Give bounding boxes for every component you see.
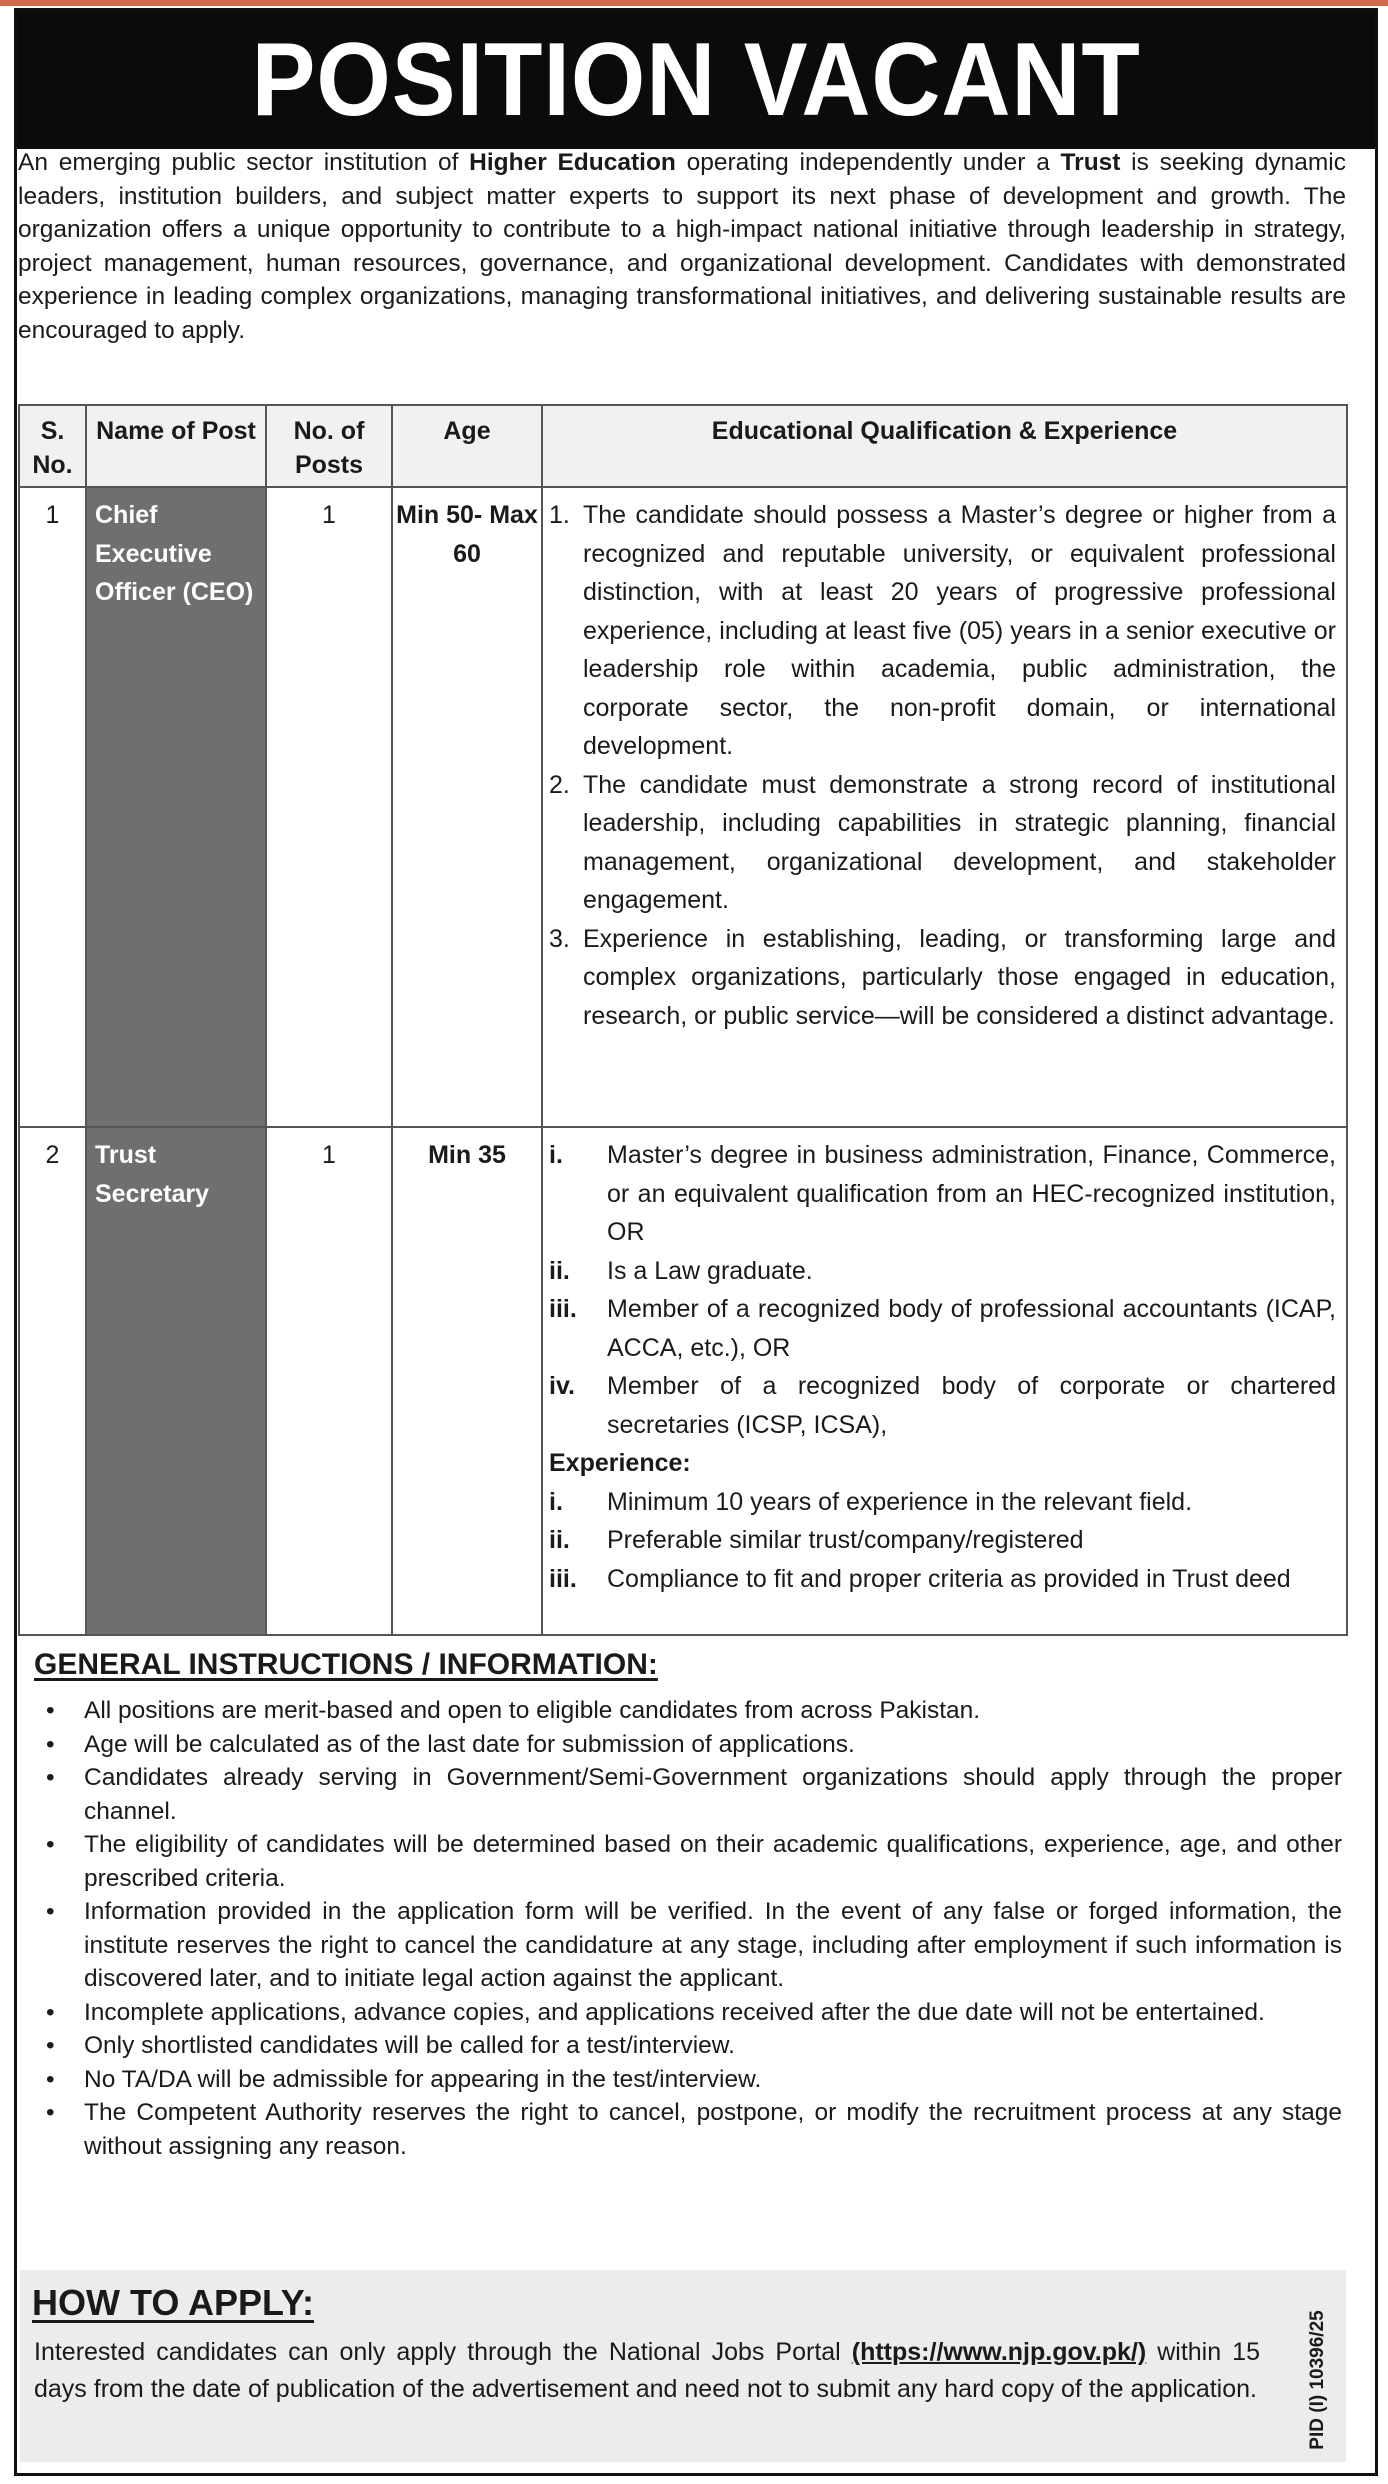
item-text: The candidate must demonstrate a strong record of institutional leadership, including capabilities in strategic planning, financial management, organizational development, and stakeholder engagement. (583, 770, 1336, 914)
list-item (46, 1728, 1342, 1762)
title-banner (17, 11, 1375, 149)
bullet-icon: • (46, 2099, 55, 2126)
bullet-icon: • (46, 1764, 55, 1791)
item-marker: iv. (549, 1372, 575, 1400)
intro-text-2: operating independently under a (675, 149, 1061, 176)
item-marker: ii. (549, 1526, 570, 1554)
apply-text-1: Interested candidates can only apply through the National Jobs Portal (34, 2338, 852, 2366)
list-item (549, 1560, 1336, 1599)
bullet-icon: • (46, 2032, 55, 2059)
list-item (46, 2096, 1342, 2163)
header-age: Age (392, 405, 542, 487)
header-post: Name of Post (86, 405, 266, 487)
item-marker: i. (549, 1487, 563, 1516)
header-qualification: Educational Qualification & Experience (542, 405, 1347, 487)
list-item (46, 1895, 1342, 1996)
how-to-apply-text (34, 2334, 1260, 2408)
table-row (19, 1127, 1347, 1635)
page-title: POSITION VACANT (251, 21, 1141, 138)
bullet-icon: • (46, 1998, 55, 2026)
row-sno: 1 (19, 487, 86, 1127)
list-item (46, 1996, 1342, 2030)
pid-number: PID (I) 10396/25 (1307, 2310, 1328, 2450)
qualification-list (549, 496, 1336, 1035)
instruction-text: No TA/DA will be admissible for appearing in the test/interview. (84, 2065, 762, 2093)
portal-link[interactable]: (https://www.njp.gov.pk/) (851, 2338, 1147, 2366)
instruction-text: The eligibility of candidates will be determined based on their academic qualifications, experience, age, and other prescribed criteria. (84, 1831, 1342, 1892)
row-age: Min 50- Max 60 (392, 487, 542, 1127)
list-item (549, 1290, 1336, 1367)
table-header-row (19, 405, 1347, 487)
header-sno: S. No. (19, 405, 86, 487)
qualification-list (549, 1136, 1336, 1444)
table-row (19, 487, 1347, 1127)
row-post-name: Trust Secretary (86, 1127, 266, 1635)
instruction-text: Information provided in the application form will be verified. In the event of any false or forged information, the institute reserves the right to cancel the candidature at any stage, including after employment if such information is discovered later, and to initiate legal action against the applicant. (84, 1898, 1342, 1992)
instruction-text: Candidates already serving in Government/Semi-Government organizations should apply through the proper channel. (84, 1764, 1342, 1825)
apply-text-2: within 15 days from the date of publication of the advertisement and need not to submit any hard copy of the application. (34, 2338, 1260, 2403)
instruction-text: The Competent Authority reserves the right to cancel, postpone, or modify the recruitment process at any stage without assigning any reason. (84, 2099, 1342, 2160)
instruction-text: All positions are merit-based and open to eligible candidates from across Pakistan. (84, 1697, 981, 1724)
experience-heading: Experience: (549, 1449, 691, 1477)
list-item (46, 2063, 1342, 2097)
row-age: Min 35 (392, 1127, 542, 1635)
list-item (549, 1252, 1336, 1291)
bullet-icon: • (46, 1898, 55, 1925)
item-text: Experience in establishing, leading, or transforming large and complex organizations, particularly those engaged in education, research, or public service—will be considered a distinct advantage. (583, 924, 1336, 1030)
item-text: The candidate should possess a Master’s degree or higher from a recognized and reputable university, or equivalent professional distinction, with at least 20 years of progressive professional experience, including at least five (05) years in a senior executive or leadership role within academia, public administration, the corporate sector, the non-profit domain, or international development. (583, 501, 1336, 760)
experience-list (549, 1483, 1336, 1599)
instruction-text: Incomplete applications, advance copies, and applications received after the due date will not be entertained. (84, 1998, 1265, 2026)
positions-table (18, 404, 1348, 1636)
item-marker: 2. (549, 770, 570, 799)
item-text: Minimum 10 years of experience in the relevant field. (607, 1487, 1193, 1516)
general-instructions-list (46, 1694, 1342, 2163)
list-item (549, 1521, 1336, 1560)
item-text: Member of a recognized body of corporate or chartered secretaries (ICSP, ICSA), (607, 1372, 1336, 1439)
row-num-posts: 1 (266, 1127, 392, 1635)
item-marker: ii. (549, 1256, 570, 1285)
list-item (549, 920, 1336, 1036)
intro-bold-1: Higher Education (469, 149, 676, 176)
instruction-text: Only shortlisted candidates will be called for a test/interview. (84, 2032, 735, 2059)
list-item (549, 1367, 1336, 1444)
bullet-icon: • (46, 1697, 55, 1724)
bullet-icon: • (46, 1730, 55, 1758)
bullet-icon: • (46, 1831, 55, 1858)
list-item (549, 766, 1336, 920)
item-text: Is a Law graduate. (607, 1256, 813, 1285)
row-post-name: Chief Executive Officer (CEO) (86, 487, 266, 1127)
list-item (46, 1694, 1342, 1728)
intro-bold-2: Trust (1060, 149, 1121, 176)
intro-text-1: An emerging public sector institution of (18, 149, 470, 176)
row-qualification (542, 1127, 1347, 1635)
row-qualification (542, 487, 1347, 1127)
list-item (549, 496, 1336, 766)
item-marker: i. (549, 1141, 563, 1169)
item-text: Master’s degree in business administration, Finance, Commerce, or an equivalent qualification from an HEC-recognized institution, OR (607, 1141, 1336, 1246)
item-marker: 1. (549, 501, 570, 529)
row-num-posts: 1 (266, 487, 392, 1127)
list-item (549, 1483, 1336, 1522)
list-item (46, 1828, 1342, 1895)
item-marker: iii. (549, 1295, 577, 1323)
item-marker: 3. (549, 924, 570, 953)
item-marker: iii. (549, 1564, 577, 1593)
instruction-text: Age will be calculated as of the last date for submission of applications. (84, 1730, 855, 1758)
item-text: Member of a recognized body of professional accountants (ICAP, ACCA, etc.), OR (607, 1295, 1336, 1362)
row-sno: 2 (19, 1127, 86, 1635)
intro-text-3: is seeking dynamic leaders, institution builders, and subject matter experts to support its next phase of development and growth. The organization offers a unique opportunity to contribute to a high-impact national initiative through leadership in strategy, project management, human resources, governance, and organizational development. Candidates with demonstrated experience in leading complex organizations, managing transformational initiatives, and delivering sustainable results are encouraged to apply. (18, 149, 1346, 344)
how-to-apply-heading: HOW TO APPLY: (32, 2282, 315, 2323)
item-text: Compliance to fit and proper criteria as provided in Trust deed (607, 1564, 1291, 1593)
intro-paragraph (18, 146, 1346, 347)
list-item (46, 1761, 1342, 1828)
top-color-strip (0, 0, 1388, 6)
list-item (46, 2029, 1342, 2063)
bullet-icon: • (46, 2065, 55, 2093)
item-text: Preferable similar trust/company/registered (607, 1526, 1084, 1554)
header-num-posts: No. of Posts (266, 405, 392, 487)
general-instructions-heading: GENERAL INSTRUCTIONS / INFORMATION: (34, 1648, 658, 1681)
list-item (549, 1136, 1336, 1252)
